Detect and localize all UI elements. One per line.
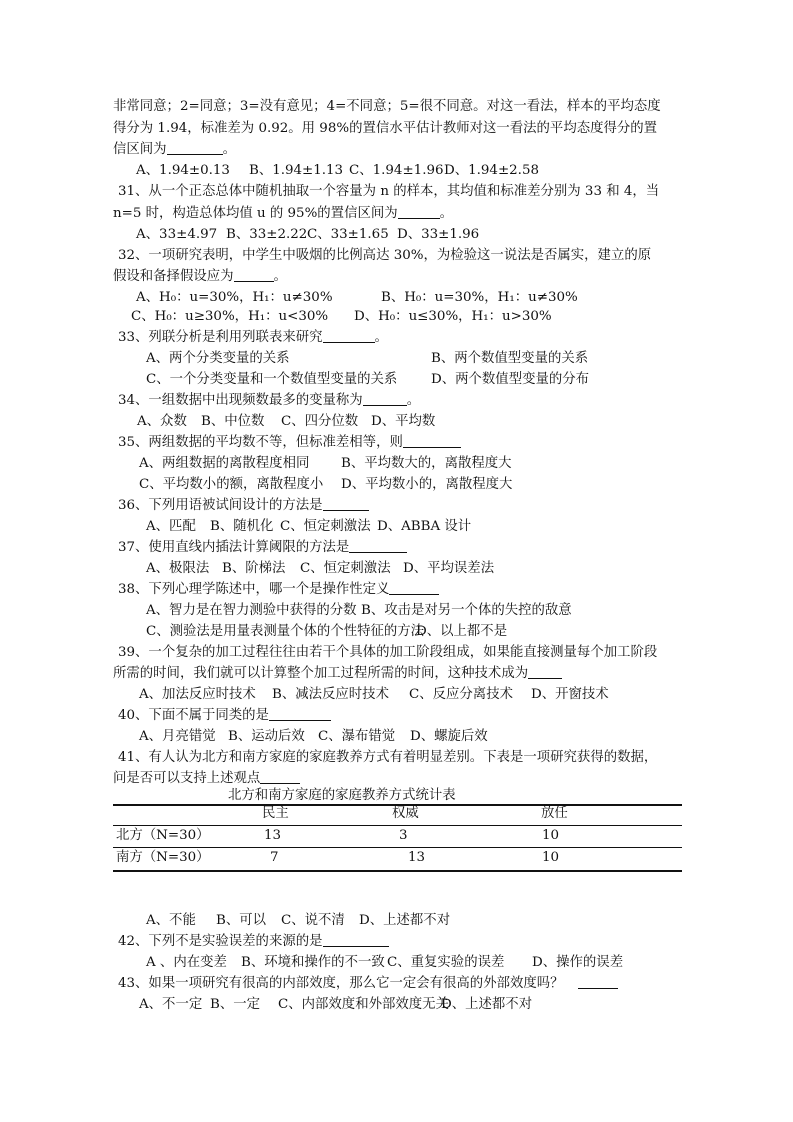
q40-option-b: B、运动后效 — [228, 729, 305, 744]
q33-option-c: C、一个分类变量和一个数值型变量的关系 — [146, 372, 398, 387]
q31-stem-end: n=5 时，构造总体均值 u 的 95%的置信区间为 — [113, 206, 398, 221]
table-cell-region: 北方（N=30） — [116, 828, 210, 843]
q39-option-d: D、开窗技术 — [531, 687, 609, 702]
q31-option-d: D、33±1.96 — [397, 227, 480, 242]
q33-stem — [118, 328, 388, 348]
q32-option-d: D、H₀：u≤30%，H₁：u>30% — [354, 309, 552, 324]
punctuation: 。 — [273, 269, 287, 284]
q30-line-3 — [113, 140, 236, 160]
q38-stem-text: 38、下列心理学陈述中，哪一个是操作性定义 — [118, 582, 390, 597]
answer-blank — [323, 932, 389, 947]
q38-option-d: D、以上都不是 — [416, 624, 508, 639]
q39-line-2 — [113, 664, 562, 684]
table-cell-value: 13 — [408, 850, 426, 865]
q33-option-a: A、两个分类变量的关系 — [146, 351, 290, 366]
q34-option-b: B、中位数 — [201, 414, 265, 429]
q40-option-d: D、螺旋后效 — [410, 729, 488, 744]
q36-option-c: C、恒定刺激法 — [280, 519, 371, 534]
q41-option-c: C、说不清 — [281, 913, 345, 928]
q30-stem-end: 信区间为 — [113, 142, 167, 157]
q43-option-a: A、不一定 — [139, 997, 203, 1012]
answer-blank — [269, 706, 331, 721]
q35-option-c: C、平均数小的额，离散程度小 — [139, 477, 324, 492]
q40-option-c: C、瀑布错觉 — [318, 729, 396, 744]
q37-option-c: C、恒定刺激法 — [300, 561, 391, 576]
answer-blank — [389, 580, 439, 595]
q34-stem-text: 34、一组数据中出现频数最多的变量称为 — [118, 393, 363, 408]
q31-option-c: C、33±1.65 — [307, 227, 389, 242]
q34-option-d: D、平均数 — [371, 414, 436, 429]
q43-stem-text: 43、如果一项研究有很高的内部效度，那么它一定会有很高的外部效度吗？ — [118, 976, 564, 991]
q35-option-a: A、两组数据的离散程度相同 — [139, 456, 310, 471]
q42-option-d: D、操作的误差 — [532, 955, 624, 970]
q38-option-b: B、攻击是对另一个体的失控的敌意 — [361, 603, 572, 618]
q42-option-c: C、重复实验的误差 — [387, 955, 505, 970]
q43-option-b: B、一定 — [210, 997, 261, 1012]
q38-option-a: A、智力是在智力测验中获得的分数 — [146, 603, 357, 618]
q37-stem-text: 37、使用直线内插法计算阈限的方法是 — [118, 540, 350, 555]
table-bottom-rule — [113, 870, 682, 872]
q30-line-2: 得分为 1.94，标准差为 0.92。用 98%的置信水平估计教师对这一看法的平均态度得分的置 — [113, 121, 658, 136]
q41-option-a: A、不能 — [146, 913, 196, 928]
answer-blank — [403, 433, 461, 448]
q40-stem-text: 40、下面不属于同类的是 — [118, 708, 269, 723]
q33-option-b: B、两个数值型变量的关系 — [431, 351, 589, 366]
answer-blank — [363, 391, 407, 406]
answer-blank — [323, 496, 369, 511]
q39-stem-end: 所需的时间，我们就可以计算整个加工过程所需的时间，这种技术成为 — [113, 666, 529, 681]
q36-option-d: D、ABBA 设计 — [377, 519, 472, 534]
q37-stem — [118, 538, 407, 558]
q31-option-a: A、33±4.97 — [136, 227, 218, 242]
q31-line-2 — [113, 204, 453, 224]
q36-stem-text: 36、下列用语被试间设计的方法是 — [118, 498, 323, 513]
q38-stem — [118, 580, 439, 600]
q34-option-a: A、众数 — [137, 414, 187, 429]
q36-option-a: A、匹配 — [146, 519, 196, 534]
q32-option-c: C、H₀：u≥30%，H₁：u<30% — [131, 309, 329, 324]
q36-stem — [118, 496, 369, 516]
table-cell-value: 13 — [264, 828, 282, 843]
q35-stem — [118, 433, 461, 453]
table-cell-value: 3 — [399, 828, 408, 843]
answer-blank — [398, 204, 440, 219]
q32-line-2 — [113, 267, 287, 287]
q35-option-d: D、平均数小的，离散程度大 — [341, 477, 513, 492]
table-caption: 北方和南方家庭的家庭教养方式统计表 — [228, 788, 456, 803]
answer-blank — [167, 140, 223, 155]
q40-option-a: A、月亮错觉 — [139, 729, 216, 744]
q41-line-1: 41、有人认为北方和南方家庭的家庭教养方式有着明显差别。下表是一项研究获得的数据， — [118, 750, 658, 765]
q30-option-b: B、1.94±1.13 — [249, 163, 344, 178]
q41-stem-end: 问是否可以支持上述观点 — [113, 771, 261, 786]
answer-blank — [323, 328, 375, 343]
table-cell-value: 7 — [270, 850, 279, 865]
q41-option-b: B、可以 — [216, 913, 267, 928]
table-cell-value: 10 — [542, 828, 560, 843]
q32-stem-end: 假设和备择假设应为 — [113, 269, 234, 284]
answer-blank — [260, 769, 300, 784]
q32-option-a: A、H₀：u=30%，H₁：u≠30% — [136, 290, 333, 305]
q37-option-b: B、阶梯法 — [222, 561, 286, 576]
q42-option-a: A 、内在变差 — [146, 955, 227, 970]
q31-option-b: B、33±2.22 — [226, 227, 308, 242]
q30-option-a: A、1.94±0.13 — [136, 163, 230, 178]
q39-option-b: B、减法反应时技术 — [272, 687, 389, 702]
q30-option-c: C、1.94±1.96 — [349, 163, 444, 178]
q37-option-a: A、极限法 — [146, 561, 210, 576]
q34-stem — [118, 391, 420, 411]
answer-blank — [349, 538, 407, 553]
q40-stem — [118, 706, 331, 726]
q36-option-b: B、随机化 — [210, 519, 274, 534]
q41-option-d: D、上述都不对 — [359, 913, 451, 928]
punctuation: 。 — [439, 206, 454, 221]
q31-line-1: 31、从一个正态总体中随机抽取一个容量为 n 的样本，其均值和标准差分别为 33 和 4，当 — [118, 184, 660, 199]
punctuation: 。 — [222, 142, 236, 157]
q35-option-b: B、平均数大的，离散程度大 — [341, 456, 512, 471]
table-cell-value: 10 — [542, 850, 560, 865]
q30-line-1: 非常同意；2=同意；3=没有意见；4=不同意；5=很不同意。对这一看法，样本的平均态度 — [113, 99, 661, 114]
table-header-permissive: 放任 — [541, 806, 568, 821]
q37-option-d: D、平均误差法 — [403, 561, 495, 576]
answer-blank — [234, 267, 274, 282]
q43-option-d: D、上述都不对 — [441, 997, 533, 1012]
punctuation: 。 — [406, 393, 421, 408]
answer-blank — [528, 664, 562, 679]
q42-stem-text: 42、下列不是实验误差的来源的是 — [118, 934, 323, 949]
q33-option-d: D、两个数值型变量的分布 — [431, 372, 590, 387]
q35-stem-text: 35、两组数据的平均数不等，但标准差相等，则 — [118, 435, 403, 450]
q32-option-b: B、H₀：u=30%，H₁：u≠30% — [381, 290, 578, 305]
q42-option-b: B、环境和操作的不一致 — [241, 955, 385, 970]
q32-line-1: 32、一项研究表明，中学生中吸烟的比例高达 30%，为检验这一说法是否属实，建立的原 — [118, 248, 652, 263]
q43-stem — [118, 974, 618, 994]
table-header-authoritative: 权威 — [392, 806, 419, 821]
q39-option-a: A、加法反应时技术 — [139, 687, 256, 702]
q42-stem — [118, 932, 389, 952]
q43-option-c: C、内部效度和外部效度无关 — [278, 997, 449, 1012]
answer-blank — [578, 974, 618, 989]
q39-option-c: C、反应分离技术 — [409, 687, 513, 702]
q38-option-c: C、测验法是用量表测量个体的个性特征的方法 — [146, 624, 425, 639]
q33-stem-text: 33、列联分析是利用列联表来研究 — [118, 330, 323, 345]
q30-option-d: D、1.94±2.58 — [444, 163, 539, 178]
punctuation: 。 — [374, 330, 388, 345]
q34-option-c: C、四分位数 — [281, 414, 359, 429]
q39-line-1: 39、一个复杂的加工过程往往由若干个具体的加工阶段组成，如果能直接测量每个加工阶段 — [118, 645, 658, 660]
table-cell-region: 南方（N=30） — [116, 850, 210, 865]
table-header-democratic: 民主 — [262, 806, 289, 821]
